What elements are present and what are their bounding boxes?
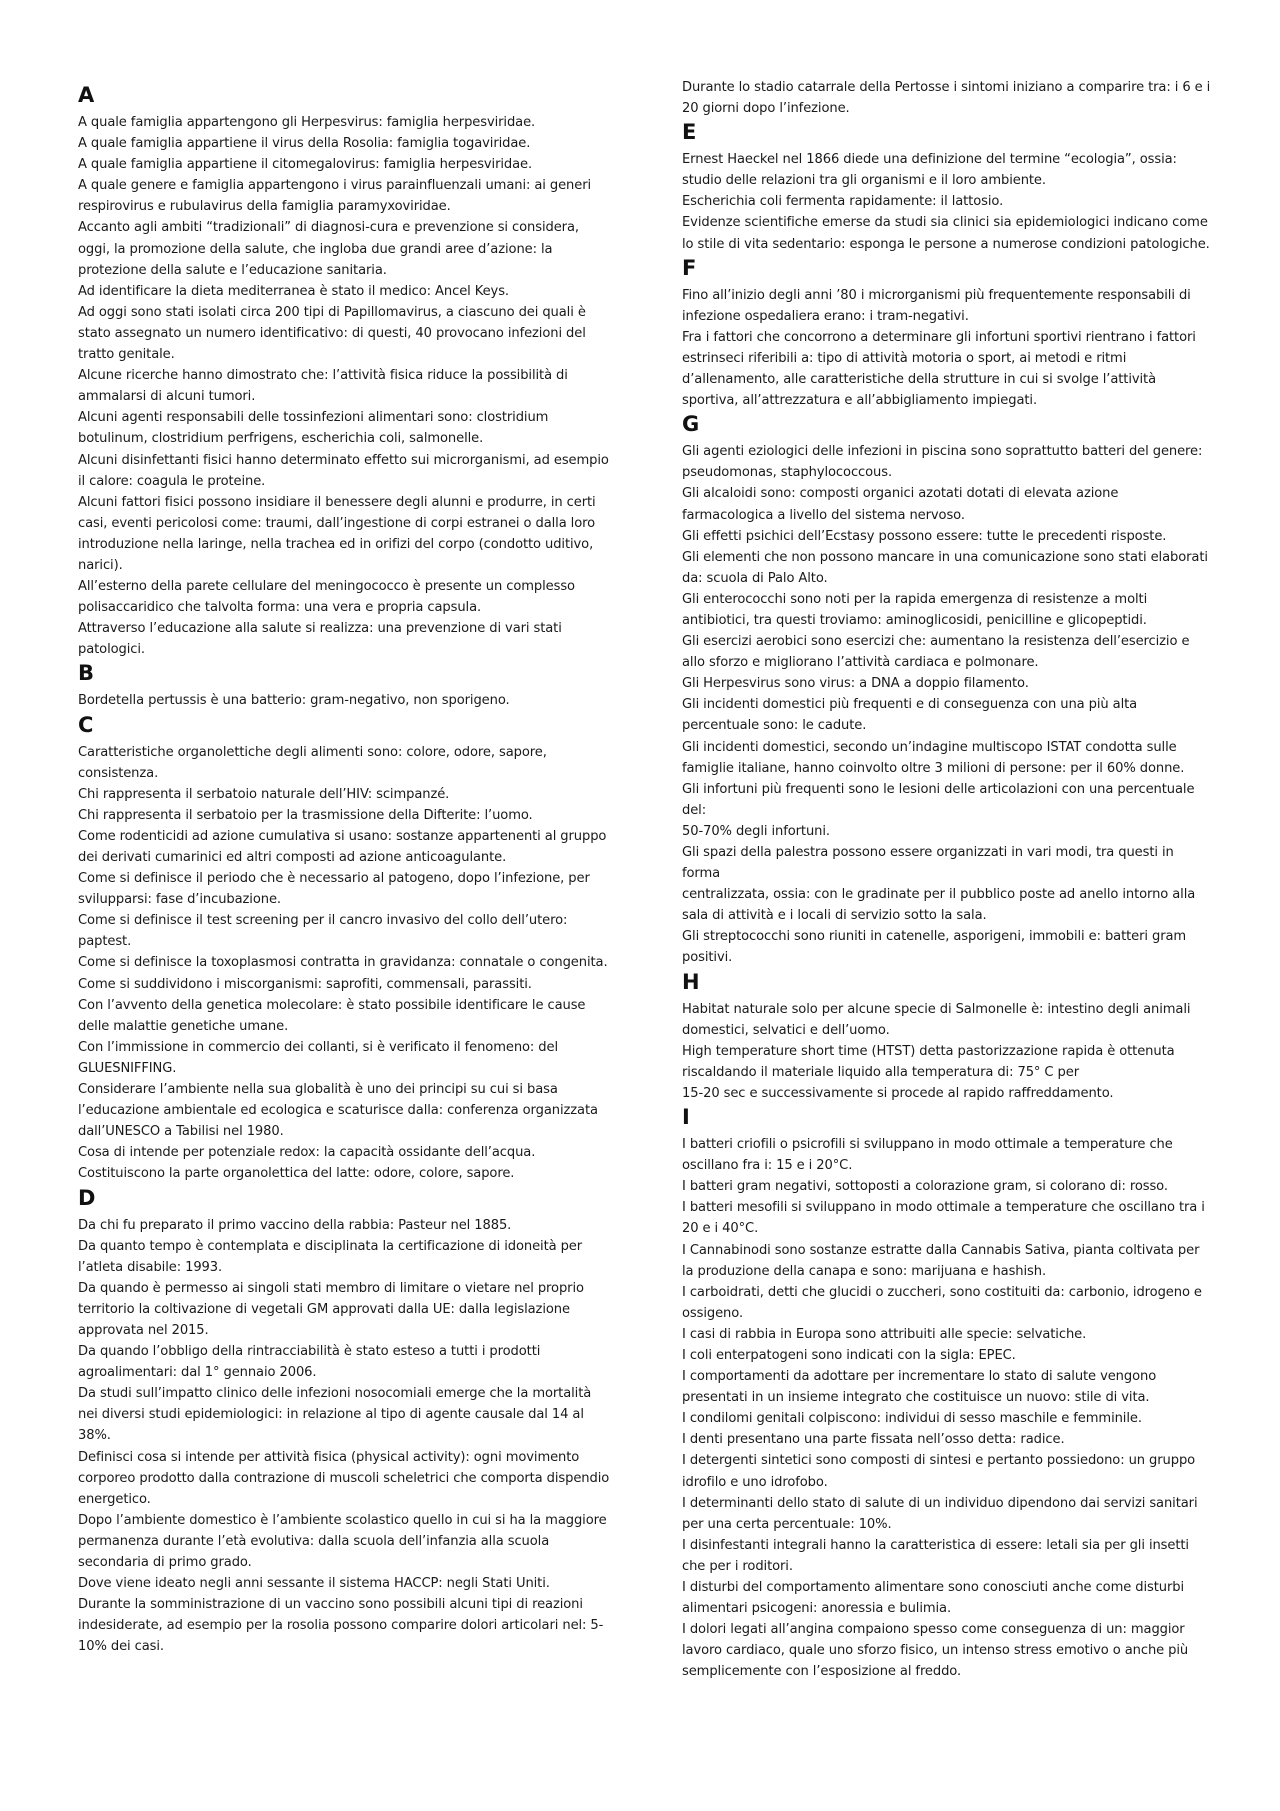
qa-entry: Caratteristiche organolettiche degli alimenti sono: colore, odore, sapore, consistenza. xyxy=(78,744,547,781)
qa-entry: Da chi fu preparato il primo vaccino della rabbia: Pasteur nel 1885. xyxy=(78,1217,512,1233)
qa-entry: Da quando l’obbligo della rintracciabilità è stato esteso a tutti i prodotti agroalimentari: dal 1° gennaio 2006. xyxy=(78,1344,541,1381)
qa-entry: Gli alcaloidi sono: composti organici azotati dotati di elevata azione farmacologica a livello del sistema nervoso. xyxy=(682,486,1119,523)
qa-entry: Gli incidenti domestici, secondo un’indagine multiscopo ISTAT condotta sulle famiglie italiane, hanno coinvolto oltre 3 milioni di persone: per il 60% donne. xyxy=(682,739,1185,776)
qa-entry: High temperature short time (HTST) detta pastorizzazione rapida è ottenuta riscaldando il materiale liquido alla temperatura di: 75° C per xyxy=(682,1043,1175,1080)
left-column xyxy=(78,0,610,1657)
qa-entry: Alcuni agenti responsabili delle tossinfezioni alimentari sono: clostridium botulinum, clostridium perfrigens, escherichia coli, salmonelle. xyxy=(78,410,549,447)
qa-entry: Come si definisce la toxoplasmosi contratta in gravidanza: connatale o congenita. xyxy=(78,955,608,971)
qa-entry: Alcuni fattori fisici possono insidiare il benessere degli alunni e produrre, in certi casi, eventi pericolosi come: traumi, dall’ingestione di corpi estranei o dalla loro introduzione nella laringe, nella trachea ed in orifizi del corpo (condotto uditivo, narici). xyxy=(78,494,596,573)
qa-entry: Fino all’inizio degli anni ’80 i microrganismi più frequentemente responsabili di infezione ospedaliera erano: i tram-negativi. xyxy=(682,287,1191,324)
qa-entry: Bordetella pertussis è una batterio: gram-negativo, non sporigeno. xyxy=(78,693,510,709)
section-e xyxy=(682,119,1212,254)
section-letter-heading: E xyxy=(682,120,697,145)
qa-entry: Cosa di intende per potenziale redox: la capacità ossidante dell’acqua. xyxy=(78,1145,536,1161)
qa-entry: 50-70% degli infortuni. xyxy=(682,823,830,839)
section-letter-heading: D xyxy=(78,1185,96,1210)
qa-entry: Ad identificare la dieta mediterranea è stato il medico: Ancel Keys. xyxy=(78,283,509,299)
qa-entry: I disinfestanti integrali hanno la caratteristica di essere: letali sia per gli insetti che per i roditori. xyxy=(682,1537,1189,1574)
section-letter-heading: G xyxy=(682,412,700,437)
qa-entry: I disturbi del comportamento alimentare sono conosciuti anche come disturbi alimentari psicogeni: anoressia e bulimia. xyxy=(682,1580,1184,1617)
qa-entry: Durante la somministrazione di un vaccino sono possibili alcuni tipi di reazioni indesiderate, ad esempio per la rosolia possono comparire dolori articolari nel: 5-10% dei casi. xyxy=(78,1597,604,1655)
qa-entry: I casi di rabbia in Europa sono attribuiti alle specie: selvatiche. xyxy=(682,1326,1087,1342)
section-letter-heading: B xyxy=(78,661,95,686)
qa-entry: Dopo l’ambiente domestico è l’ambiente scolastico quello in cui si ha la maggiore permanenza durante l’età evolutiva: dalla scuola dell’infanzia alla scuola secondaria di primo grado. xyxy=(78,1512,607,1570)
qa-entry: Gli spazi della palestra possono essere organizzati in vari modi, tra questi in forma xyxy=(682,845,1174,882)
qa-entry: Come si definisce il test screening per il cancro invasivo del collo dell’utero: paptest. xyxy=(78,913,568,950)
section-letter-heading: F xyxy=(682,255,697,280)
qa-entry: Chi rappresenta il serbatoio per la trasmissione della Difterite: l’uomo. xyxy=(78,807,533,823)
section-letter-heading: I xyxy=(682,1105,690,1130)
qa-entry: I dolori legati all’angina compaiono spesso come conseguenza di un: maggior lavoro cardiaco, quale uno sforzo fisico, un intenso stress emotivo o anche più semplicemente con l’esposizione al freddo. xyxy=(682,1622,1189,1680)
qa-entry: Alcune ricerche hanno dimostrato che: l’attività fisica riduce la possibilità di ammalarsi di alcuni tumori. xyxy=(78,368,568,405)
right-column xyxy=(682,0,1212,1682)
qa-entry: I carboidrati, detti che glucidi o zuccheri, sono costituiti da: carbonio, idrogeno e ossigeno. xyxy=(682,1284,1202,1321)
qa-entry: Ad oggi sono stati isolati circa 200 tipi di Papillomavirus, a ciascuno dei quali è stato assegnato un numero identificativo: di questi, 40 provocano infezioni del tratto genitale. xyxy=(78,304,586,363)
qa-entry: Da quando è permesso ai singoli stati membro di limitare o vietare nel proprio territorio la coltivazione di vegetali GM approvati dalla UE: dalla legislazione approvata nel 2015. xyxy=(78,1280,584,1338)
qa-entry: Dove viene ideato negli anni sessante il sistema HACCP: negli Stati Uniti. xyxy=(78,1576,550,1592)
section-i xyxy=(682,1104,1212,1682)
qa-entry: Come si suddividono i miscorganismi: saprofiti, commensali, parassiti. xyxy=(78,976,532,992)
section-b xyxy=(78,660,610,711)
qa-entry: 15-20 sec e successivamente si procede al rapido raffreddamento. xyxy=(682,1085,1114,1101)
section-h xyxy=(682,969,1212,1104)
qa-entry: Chi rappresenta il serbatoio naturale dell’HIV: scimpanzé. xyxy=(78,786,450,802)
section-continued xyxy=(682,77,1212,119)
section-f xyxy=(682,255,1212,412)
qa-entry: Costituiscono la parte organolettica del latte: odore, colore, sapore. xyxy=(78,1166,515,1182)
qa-entry: All’esterno della parete cellulare del meningococco è presente un complesso polisaccaridico che talvolta forma: una vera e propria capsula. xyxy=(78,579,575,616)
section-letter-heading: A xyxy=(78,83,95,107)
qa-entry: Accanto agli ambiti “tradizionali” di diagnosi-cura e prevenzione si considera, oggi, la promozione della salute, che ingloba due grandi aree d’azione: la protezione della salute e l’educazione sanitaria. xyxy=(78,220,579,278)
qa-entry: I batteri mesofili si sviluppano in modo ottimale a temperature che oscillano tra i 20 e i 40°C. xyxy=(682,1200,1205,1237)
section-a xyxy=(78,82,610,660)
qa-entry: Alcuni disinfettanti fisici hanno determinato effetto sui microrganismi, ad esempio il calore: coagula le proteine. xyxy=(78,452,609,489)
section-g xyxy=(682,411,1212,968)
qa-entry: I comportamenti da adottare per incrementare lo stato di salute vengono presentati in un insieme integrato che costituisce un nuovo: stile di vita. xyxy=(682,1369,1157,1406)
qa-entry: I denti presentano una parte fissata nell’osso detta: radice. xyxy=(682,1432,1065,1448)
qa-entry: Gli elementi che non possono mancare in una comunicazione sono stati elaborati da: scuola di Palo Alto. xyxy=(682,549,1208,586)
qa-entry: A quale genere e famiglia appartengono i virus parainfluenzali umani: ai generi respirovirus e rubulavirus della famiglia paramyxoviridae. xyxy=(78,178,592,215)
qa-entry: centralizzata, ossia: con le gradinate per il pubblico poste ad anello intorno alla sala di attività e i locali di servizio sotto la sala. xyxy=(682,887,1196,924)
qa-entry: Evidenze scientifiche emerse da studi sia clinici sia epidemiologici indicano come lo stile di vita sedentario: esponga le persone a numerose condizioni patologiche. xyxy=(682,215,1210,252)
qa-entry: Habitat naturale solo per alcune specie di Salmonelle è: intestino degli animali domestici, selvatici e dell’uomo. xyxy=(682,1001,1191,1038)
qa-entry: I Cannabinodi sono sostanze estratte dalla Cannabis Sativa, pianta coltivata per la produzione della canapa e sono: marijuana e hashish. xyxy=(682,1242,1200,1279)
qa-entry: Escherichia coli fermenta rapidamente: il lattosio. xyxy=(682,194,1004,210)
qa-entry: Come si definisce il periodo che è necessario al patogeno, dopo l’infezione, per svilupparsi: fase d’incubazione. xyxy=(78,871,590,908)
qa-entry: Considerare l’ambiente nella sua globalità è uno dei principi su cui si basa l’educazione ambientale ed ecologica e scaturisce dalla: conferenza organizzata dall’UNESCO a Tabilisi nel 1980. xyxy=(78,1082,598,1140)
qa-entry: Durante lo stadio catarrale della Pertosse i sintomi iniziano a comparire tra: i 6 e i 20 giorni dopo l’infezione. xyxy=(682,80,1211,117)
qa-entry: Da quanto tempo è contemplata e disciplinata la certificazione di idoneità per l’atleta disabile: 1993. xyxy=(78,1238,583,1275)
qa-entry: Gli infortuni più frequenti sono le lesioni delle articolazioni con una percentuale del: xyxy=(682,781,1195,818)
qa-entry: I detergenti sintetici sono composti di sintesi e pertanto possiedono: un gruppo idrofilo e uno idrofobo. xyxy=(682,1453,1196,1490)
qa-entry: Attraverso l’educazione alla salute si realizza: una prevenzione di vari stati patologici. xyxy=(78,621,562,658)
qa-entry: Ernest Haeckel nel 1866 diede una definizione del termine “ecologia”, ossia: studio delle relazioni tra gli organismi e il loro ambiente. xyxy=(682,152,1177,189)
qa-entry: A quale famiglia appartiene il virus della Rosolia: famiglia togaviridae. xyxy=(78,136,531,152)
qa-entry: A quale famiglia appartengono gli Herpesvirus: famiglia herpesviridae. xyxy=(78,115,536,130)
qa-entry: I batteri criofili o psicrofili si sviluppano in modo ottimale a temperature che oscillano fra i: 15 e i 20°C. xyxy=(682,1137,1173,1174)
qa-entry: Fra i fattori che concorrono a determinare gli infortuni sportivi rientrano i fattori estrinseci riferibili a: tipo di attività motoria o sport, ai metodi e ritmi d’allenamento, alle caratteristiche della strutture in cui si svolge l’attività sportiva, all’attrezzatura e all’abbigliamento impiegati. xyxy=(682,329,1196,409)
qa-entry: Da studi sull’impatto clinico delle infezioni nosocomiali emerge che la mortalità nei diversi studi epidemiologici: in relazione al tipo di agente causale dal 14 al 38%. xyxy=(78,1386,592,1444)
qa-entry: I coli enterpatogeni sono indicati con la sigla: EPEC. xyxy=(682,1347,1016,1363)
qa-entry: A quale famiglia appartiene il citomegalovirus: famiglia herpesviridae. xyxy=(78,157,533,173)
section-letter-heading: H xyxy=(682,969,700,994)
qa-entry: Con l’avvento della genetica molecolare: è stato possibile identificare le cause delle malattie genetiche umane. xyxy=(78,997,586,1034)
qa-entry: I determinanti dello stato di salute di un individuo dipendono dai servizi sanitari per una certa percentuale: 10%. xyxy=(682,1495,1198,1532)
section-c xyxy=(78,712,610,1185)
section-letter-heading: C xyxy=(78,712,94,737)
qa-entry: Gli incidenti domestici più frequenti e di conseguenza con una più alta percentuale sono: le cadute. xyxy=(682,697,1138,734)
qa-entry: Gli enterococchi sono noti per la rapida emergenza di resistenze a molti antibiotici, tra questi troviamo: aminoglicosidi, penicilline e glicopeptidi. xyxy=(682,591,1148,628)
qa-entry: Gli agenti eziologici delle infezioni in piscina sono soprattutto batteri del genere: pseudomonas, staphylococcous. xyxy=(682,444,1203,481)
qa-entry: Gli Herpesvirus sono virus: a DNA a doppio filamento. xyxy=(682,676,1029,692)
qa-entry: Gli streptococchi sono riuniti in catenelle, asporigeni, immobili e: batteri gram positivi. xyxy=(682,929,1187,966)
qa-entry: Come rodenticidi ad azione cumulativa si usano: sostanze appartenenti al gruppo dei derivati cumarinici ed altri composti ad azione anticoagulante. xyxy=(78,828,607,865)
qa-entry: Gli esercizi aerobici sono esercizi che: aumentano la resistenza dell’esercizio e allo sforzo e migliorano l’attività cardiaca e polmonare. xyxy=(682,634,1190,671)
qa-entry: Definisci cosa si intende per attività fisica (physical activity): ogni movimento corporeo prodotto dalla contrazione di muscoli scheletrici che comporta dispendio energetico. xyxy=(78,1449,610,1507)
qa-entry: Con l’immissione in commercio dei collanti, si è verificato il fenomeno: del GLUESNIFFING. xyxy=(78,1039,559,1076)
section-d xyxy=(78,1185,610,1658)
qa-entry: Gli effetti psichici dell’Ecstasy possono essere: tutte le precedenti risposte. xyxy=(682,528,1167,544)
qa-entry: I condilomi genitali colpiscono: individui di sesso maschile e femminile. xyxy=(682,1411,1142,1427)
qa-entry: I batteri gram negativi, sottoposti a colorazione gram, si colorano di: rosso. xyxy=(682,1179,1168,1195)
